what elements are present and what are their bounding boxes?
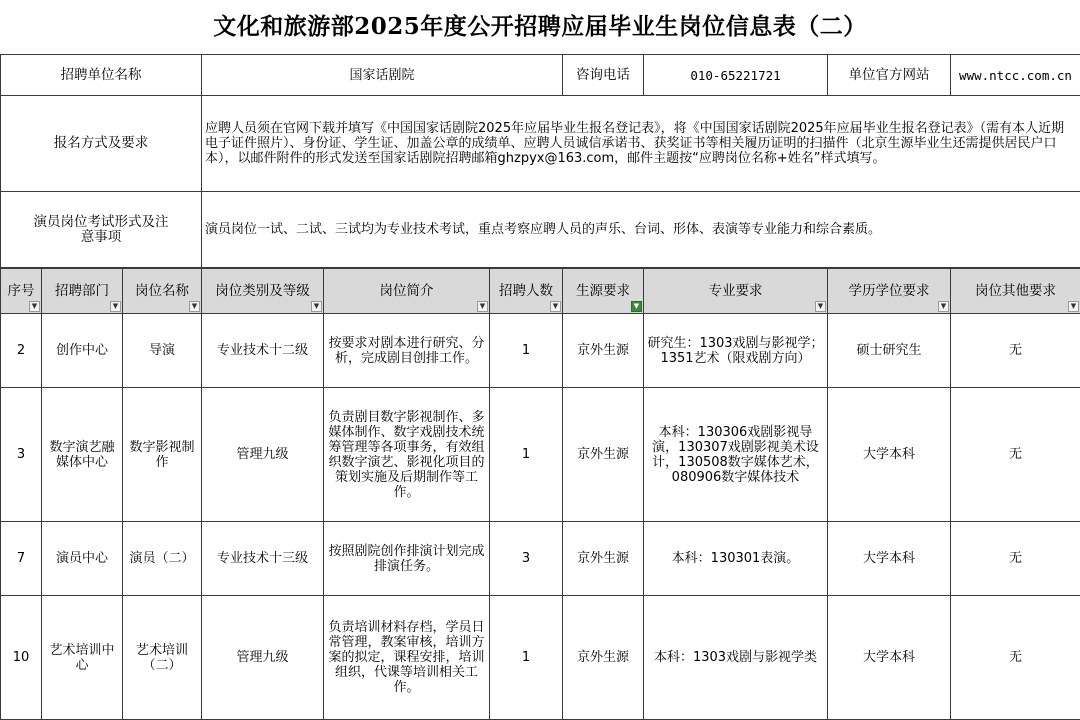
filter-dropdown-icon[interactable]: ▼ (938, 301, 949, 312)
cell-count: 1 (490, 314, 563, 388)
table-row (1, 522, 1080, 596)
col-header-position[interactable]: 岗位名称 ▼ (123, 269, 202, 314)
phone-label: 咨询电话 (563, 55, 644, 96)
filter-dropdown-icon[interactable]: ▼ (477, 301, 488, 312)
site-label: 单位官方网站 (828, 55, 951, 96)
phone-value: 010-65221721 (644, 55, 828, 96)
cell-count: 1 (490, 388, 563, 522)
cell-major: 研究生：1303戏剧与影视学；1351艺术（限戏剧方向） (644, 314, 828, 388)
cell-degree: 大学本科 (828, 596, 951, 720)
cell-source: 京外生源 (563, 596, 644, 720)
apply-value: 应聘人员须在官网下载并填写《中国国家话剧院2025年应届毕业生报名登记表》，将《中国国家话剧院2025年应届毕业生报名登记表》（需有本人近期电子证件照片）、身份证、学生证、加盖公章的成绩单、应聘人员诚信承诺书、获奖证书等相关履历证明的扫描件（北京生源毕业生还需提供居民户口本），以邮件附件的形式发送至国家话剧院招聘邮箱ghzpyx@163.com，邮件主题按“应聘岗位名称+姓名”样式填写。 (202, 96, 1080, 192)
cell-category: 专业技术十二级 (202, 314, 324, 388)
col-header-major[interactable]: 专业要求 ▼ (644, 269, 828, 314)
filter-dropdown-icon[interactable]: ▼ (110, 301, 121, 312)
cell-department: 创作中心 (42, 314, 123, 388)
cell-index: 2 (1, 314, 42, 388)
col-header-category[interactable]: 岗位类别及等级 ▼ (202, 269, 324, 314)
cell-other: 无 (951, 388, 1080, 522)
cell-count: 1 (490, 596, 563, 720)
col-header-other[interactable]: 岗位其他要求 ▼ (951, 269, 1080, 314)
cell-description: 负责培训材料存档，学员日常管理，教案审核，培训方案的拟定，课程安排，培训组织，代课等培训相关工作。 (324, 596, 490, 720)
cell-other: 无 (951, 522, 1080, 596)
cell-description: 按照剧院创作排演计划完成排演任务。 (324, 522, 490, 596)
positions-table (0, 268, 1080, 720)
cell-department: 数字演艺融媒体中心 (42, 388, 123, 522)
cell-index: 3 (1, 388, 42, 522)
site-value: www.ntcc.com.cn (951, 55, 1080, 96)
filter-dropdown-icon[interactable]: ▼ (1068, 301, 1079, 312)
cell-other: 无 (951, 314, 1080, 388)
cell-position: 导演 (123, 314, 202, 388)
cell-source: 京外生源 (563, 314, 644, 388)
info-table (0, 54, 1080, 268)
filter-dropdown-icon[interactable]: ▼ (29, 301, 40, 312)
filter-active-icon[interactable]: ▼ (631, 301, 642, 312)
cell-major: 本科：130306戏剧影视导演，130307戏剧影视美术设计，130508数字媒体艺术，080906数字媒体技术 (644, 388, 828, 522)
cell-department: 演员中心 (42, 522, 123, 596)
cell-category: 管理九级 (202, 596, 324, 720)
cell-index: 10 (1, 596, 42, 720)
cell-description: 负责剧目数字影视制作、多媒体制作、数字戏剧技术统筹管理等各项事务，有效组织数字演艺、影视化项目的策划实施及后期制作等工作。 (324, 388, 490, 522)
cell-index: 7 (1, 522, 42, 596)
col-header-count[interactable]: 招聘人数 ▼ (490, 269, 563, 314)
cell-count: 3 (490, 522, 563, 596)
filter-dropdown-icon[interactable]: ▼ (550, 301, 561, 312)
cell-degree: 大学本科 (828, 388, 951, 522)
filter-dropdown-icon[interactable]: ▼ (189, 301, 200, 312)
cell-category: 管理九级 (202, 388, 324, 522)
col-header-source[interactable]: 生源要求 ▼ (563, 269, 644, 314)
table-row (1, 388, 1080, 522)
filter-dropdown-icon[interactable]: ▼ (815, 301, 826, 312)
exam-label: 演员岗位考试形式及注意事项 (1, 192, 202, 268)
header-row (1, 269, 1080, 314)
cell-major: 本科：130301表演。 (644, 522, 828, 596)
unit-label: 招聘单位名称 (1, 55, 202, 96)
cell-source: 京外生源 (563, 522, 644, 596)
cell-major: 本科：1303戏剧与影视学类 (644, 596, 828, 720)
cell-degree: 硕士研究生 (828, 314, 951, 388)
col-header-degree[interactable]: 学历学位要求 ▼ (828, 269, 951, 314)
cell-degree: 大学本科 (828, 522, 951, 596)
col-header-department[interactable]: 招聘部门 ▼ (42, 269, 123, 314)
page-title: 文化和旅游部2025年度公开招聘应届毕业生岗位信息表（二） (0, 0, 1080, 54)
cell-position: 数字影视制作 (123, 388, 202, 522)
cell-position: 演员（二） (123, 522, 202, 596)
filter-dropdown-icon[interactable]: ▼ (311, 301, 322, 312)
table-row (1, 314, 1080, 388)
cell-other: 无 (951, 596, 1080, 720)
apply-label: 报名方式及要求 (1, 96, 202, 192)
col-header-index[interactable]: 序号 ▼ (1, 269, 42, 314)
cell-position: 艺术培训（二） (123, 596, 202, 720)
exam-value: 演员岗位一试、二试、三试均为专业技术考试，重点考察应聘人员的声乐、台词、形体、表演等专业能力和综合素质。 (202, 192, 1080, 268)
cell-description: 按要求对剧本进行研究、分析，完成剧目创排工作。 (324, 314, 490, 388)
table-row (1, 596, 1080, 720)
col-header-description[interactable]: 岗位简介 ▼ (324, 269, 490, 314)
cell-department: 艺术培训中心 (42, 596, 123, 720)
unit-value: 国家话剧院 (202, 55, 563, 96)
cell-category: 专业技术十三级 (202, 522, 324, 596)
cell-source: 京外生源 (563, 388, 644, 522)
